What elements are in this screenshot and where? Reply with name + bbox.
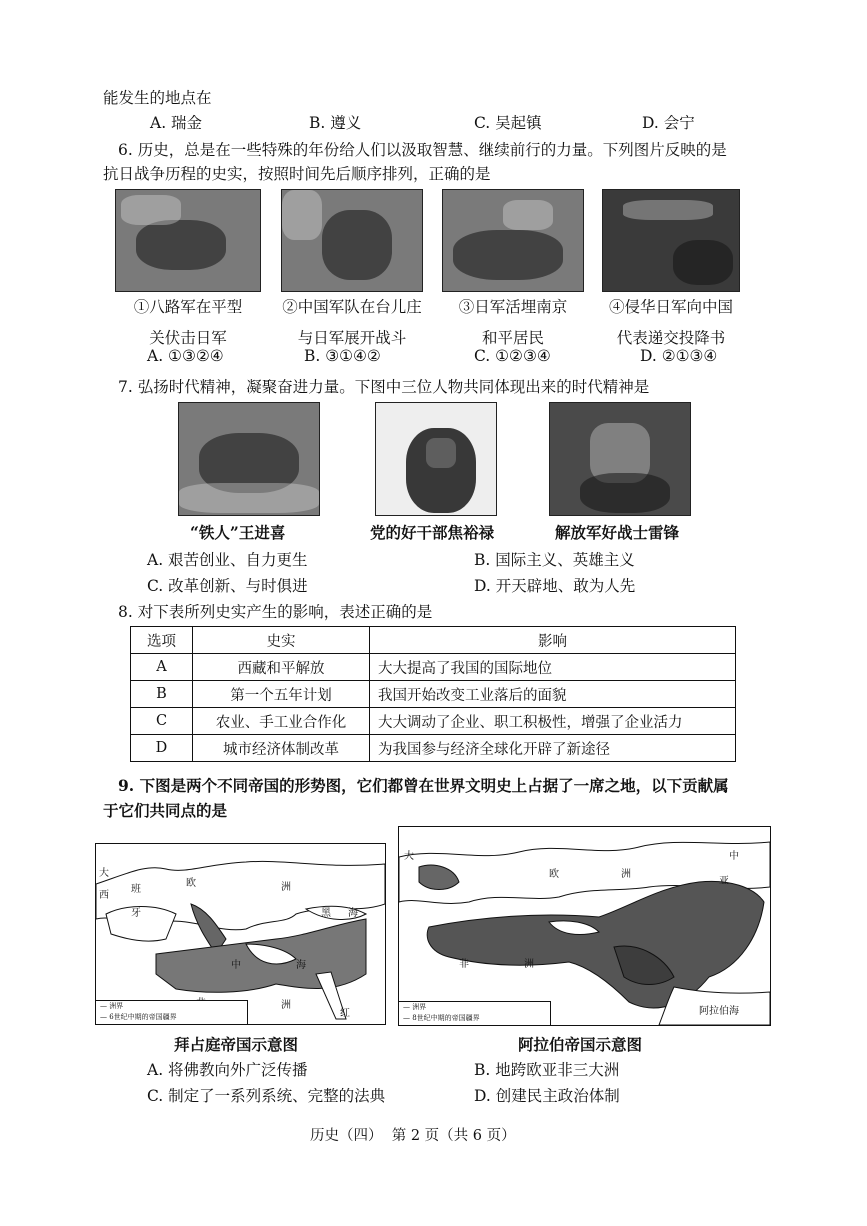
map2-label: 大: [404, 851, 414, 862]
photo-nanjing: [442, 189, 584, 292]
map1-label: 牙: [131, 908, 141, 919]
row-fact: 第一个五年计划: [193, 681, 370, 708]
q9-option-a: A. 将佛教向外广泛传播: [147, 1061, 308, 1079]
q6-caption-4: ④侵华日军向中国 代表递交投降书: [608, 298, 733, 347]
header-fact: 史实: [193, 627, 370, 654]
arab-map: [398, 826, 771, 1026]
q7-option-d: D. 开天辟地、敢为人先: [474, 577, 636, 595]
table-row: [131, 654, 736, 681]
map1-label: 洲: [281, 1000, 291, 1011]
q7-caption-3: 解放军好战士雷锋: [555, 523, 680, 542]
map2-label: 中: [729, 851, 739, 862]
q5-option-c: C. 吴起镇: [474, 114, 542, 132]
map1-label: 中: [231, 960, 241, 971]
q5-stem-tail: 能发生的地点在: [103, 89, 212, 107]
q7-option-c: C. 改革创新、与时俱进: [147, 577, 308, 595]
q5-option-a: A. 瑞金: [150, 114, 203, 132]
q9-stem-line2: 于它们共同点的是: [103, 801, 228, 820]
map1-caption: 拜占庭帝国示意图: [174, 1035, 299, 1054]
row-fact: 农业、手工业合作化: [193, 708, 370, 735]
map2-legend: — 洲界 — 8世纪中期的帝国疆界: [399, 1001, 551, 1025]
map1-legend: — 洲界 — 6世纪中期的帝国疆界: [96, 1000, 248, 1024]
photo-taierzhuang: [281, 189, 423, 292]
row-option: B: [131, 681, 193, 708]
map2-label: 阿拉伯海: [699, 1006, 739, 1017]
row-impact: 大大提高了我国的国际地位: [370, 654, 736, 681]
map2-label: 非: [459, 959, 469, 970]
row-impact: 我国开始改变工业落后的面貌: [370, 681, 736, 708]
table-row: [131, 735, 736, 762]
map1-label: 洲: [281, 882, 291, 893]
byzantine-map-graphic: [96, 844, 385, 1024]
q6-caption-3: ③日军活埋南京 和平居民: [458, 298, 568, 347]
row-impact: 大大调动了企业、职工积极性，增强了企业活力: [370, 708, 736, 735]
row-impact: 为我国参与经济全球化开辟了新途径: [370, 735, 736, 762]
q7-caption-1: “铁人”王进喜: [190, 523, 286, 542]
q5-option-b: B. 遵义: [309, 114, 362, 132]
map1-label: 西: [99, 890, 109, 901]
q9-option-d: D. 创建民主政治体制: [474, 1087, 620, 1105]
q9-option-c: C. 制定了一系列系统、完整的法典: [147, 1087, 386, 1105]
q6-option-d: D. ②①③④: [640, 347, 718, 365]
photo-lei-feng: [549, 402, 691, 516]
table-row: [131, 708, 736, 735]
arab-map-graphic: [399, 827, 770, 1025]
table-header-row: [131, 627, 736, 654]
q7-stem: 7. 弘扬时代精神，凝聚奋进力量。下图中三位人物共同体现出来的时代精神是: [118, 378, 650, 396]
row-option: D: [131, 735, 193, 762]
map1-label: 班: [131, 884, 141, 895]
photo-wang-jinxi: [178, 402, 320, 516]
photo-surrender: [602, 189, 740, 292]
q6-stem-line1: 6. 历史，总是在一些特殊的年份给人们以汲取智慧、继续前行的力量。下列图片反映的是: [118, 141, 727, 159]
header-option: 选项: [131, 627, 193, 654]
map1-label: 黑: [321, 908, 331, 919]
q7-caption-2: 党的好干部焦裕禄: [370, 523, 495, 542]
q9-stem-line1: 9. 下图是两个不同帝国的形势图，它们都曾在世界文明史上占据了一席之地，以下贡献属: [118, 776, 729, 795]
q6-option-a: A. ①③②④: [147, 347, 224, 365]
map2-label: 亚: [719, 876, 729, 887]
row-option: A: [131, 654, 193, 681]
q6-caption-2: ②中国军队在台儿庄 与日军展开战斗: [282, 298, 422, 347]
row-fact: 西藏和平解放: [193, 654, 370, 681]
map2-caption: 阿拉伯帝国示意图: [518, 1035, 643, 1054]
map1-label: 红: [340, 1008, 350, 1019]
page-footer: 历史（四） 第 2 页（共 6 页）: [310, 1128, 516, 1144]
row-fact: 城市经济体制改革: [193, 735, 370, 762]
q8-table: [130, 626, 736, 762]
map2-label: 洲: [524, 959, 534, 970]
q7-option-a: A. 艰苦创业、自力更生: [147, 551, 308, 569]
q6-stem-line2: 抗日战争历程的史实，按照时间先后顺序排列，正确的是: [103, 165, 491, 183]
header-impact: 影响: [370, 627, 736, 654]
q7-option-b: B. 国际主义、英雄主义: [474, 551, 635, 569]
q6-caption-1: ①八路军在平型 关伏击日军: [133, 298, 243, 347]
map2-label: 欧: [549, 869, 559, 880]
q6-option-c: C. ①②③④: [474, 347, 551, 365]
q5-option-d: D. 会宁: [642, 114, 695, 132]
q8-stem: 8. 对下表所列史实产生的影响，表述正确的是: [118, 603, 433, 621]
map1-label: 欧: [186, 878, 196, 889]
row-option: C: [131, 708, 193, 735]
map1-label: 海: [348, 908, 358, 919]
map2-label: 洲: [621, 869, 631, 880]
byzantine-map: [95, 843, 386, 1025]
q6-option-b: B. ③①④②: [304, 347, 381, 365]
table-row: [131, 681, 736, 708]
photo-jiao-yulu: [375, 402, 497, 516]
q9-option-b: B. 地跨欧亚非三大洲: [474, 1061, 620, 1079]
photo-pingxingguan: [115, 189, 261, 292]
map1-label: 大: [99, 868, 109, 879]
map1-label: 海: [296, 960, 306, 971]
